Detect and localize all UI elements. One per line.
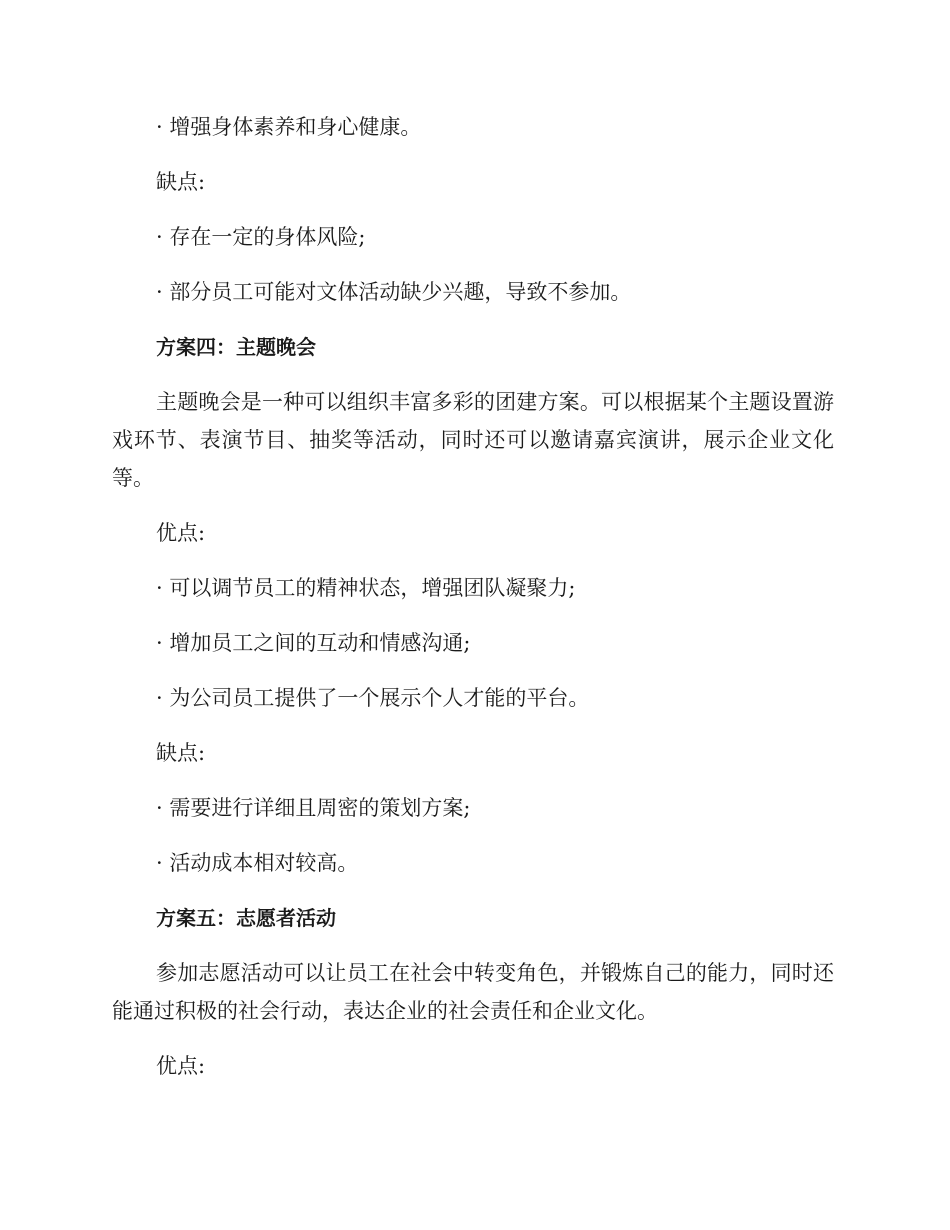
bullet-item: · 部分员工可能对文体活动缺少兴趣，导致不参加。 — [156, 280, 632, 304]
bullet-item: · 为公司员工提供了一个展示个人才能的平台。 — [156, 686, 590, 710]
bullet-item: · 增强身体素养和身心健康。 — [156, 115, 422, 139]
bullet-item: · 需要进行详细且周密的策划方案; — [156, 796, 471, 820]
cons-label: 缺点: — [156, 741, 206, 765]
pros-label: 优点: — [156, 1054, 206, 1078]
section-heading: 方案四：主题晚会 — [156, 335, 316, 359]
bullet-item: · 可以调节员工的精神状态，增强团队凝聚力; — [156, 576, 576, 600]
bullet-item: · 存在一定的身体风险; — [156, 225, 366, 249]
cons-label: 缺点: — [156, 170, 206, 194]
section-heading: 方案五：志愿者活动 — [156, 906, 336, 930]
paragraph: 主题晚会是一种可以组织丰富多彩的团建方案。可以根据某个主题设置游戏环节、表演节目、抽奖等活动，同时还可以邀请嘉宾演讲，展示企业文化等。 — [112, 390, 834, 490]
bullet-item: · 增加员工之间的互动和情感沟通; — [156, 631, 471, 655]
paragraph: 参加志愿活动可以让员工在社会中转变角色，并锻炼自己的能力，同时还能通过积极的社会行动，表达企业的社会责任和企业文化。 — [112, 961, 834, 1023]
bullet-item: · 活动成本相对较高。 — [156, 851, 359, 875]
pros-label: 优点: — [156, 521, 206, 545]
document-page — [112, 108, 834, 1102]
